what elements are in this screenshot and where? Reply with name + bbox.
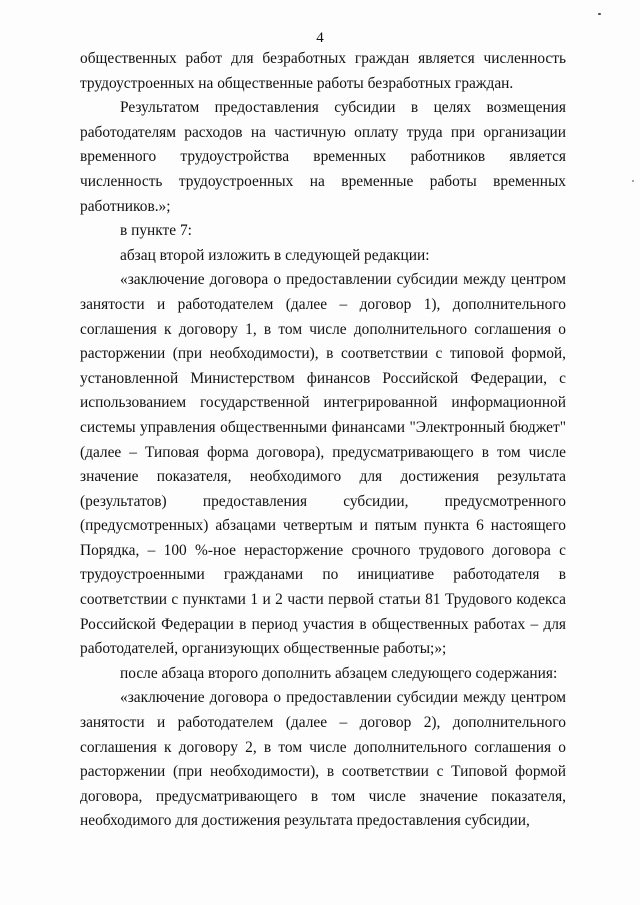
document-body <box>80 47 566 834</box>
paragraph: после абзаца второго дополнить абзацем следующего содержания: <box>120 664 558 682</box>
scan-speck <box>598 13 601 15</box>
scan-speck <box>632 180 634 182</box>
paragraph: Результатом предоставления субсидии в целях возмещения работодателям расходов на частичную оплату труда при организации временного трудоустройства временных работников является численность трудоустроенных на временные работы временных работников.»; <box>80 99 566 215</box>
paragraph: «заключение договора о предоставлении субсидии между центром занятости и работодателем (далее – договор 2), дополнительного соглашения к договору 2, в том числе дополнительного соглашения о расторжении (при необходимости), в соответствии с Типовой формой договора, предусматривающего в том числе значение показателя, необходимого для достижения результата предоставления субсидии, <box>80 689 566 830</box>
paragraph: «заключение договора о предоставлении субсидии между центром занятости и работодателем (далее – договор 1), дополнительного соглашения к договору 1, в том числе дополнительного соглашения о расторжении (при необходимости), в соответствии с типовой формой, установленной Министерством финансов Российской Федерации, с использованием государственной интегрированной информационной системы управления общественными финансами "Электронный бюджет" (далее – Типовая форма договора), предусматривающего в том числе значение показателя, необходимого для достижения результата (результатов) предоставления субсидии, предусмотренного (предусмотренных) абзацами четвертым и пятым пункта 6 настоящего Порядка, – 100 %-ное нерасторжение срочного трудового договора с трудоустроенными гражданами по инициативе работодателя в соответствии с пунктами 1 и 2 части первой статьи 81 Трудового кодекса Российской Федерации в период участия в общественных работах – для работодателей, организующих общественные работы;»; <box>80 271 566 658</box>
paragraph: в пункте 7: <box>120 222 192 240</box>
paragraph: общественных работ для безработных граждан является численность трудоустроенных на общественные работы безработных граждан. <box>80 50 566 92</box>
paragraph: абзац второй изложить в следующей редакции: <box>120 246 430 264</box>
page-number: 4 <box>316 30 324 46</box>
